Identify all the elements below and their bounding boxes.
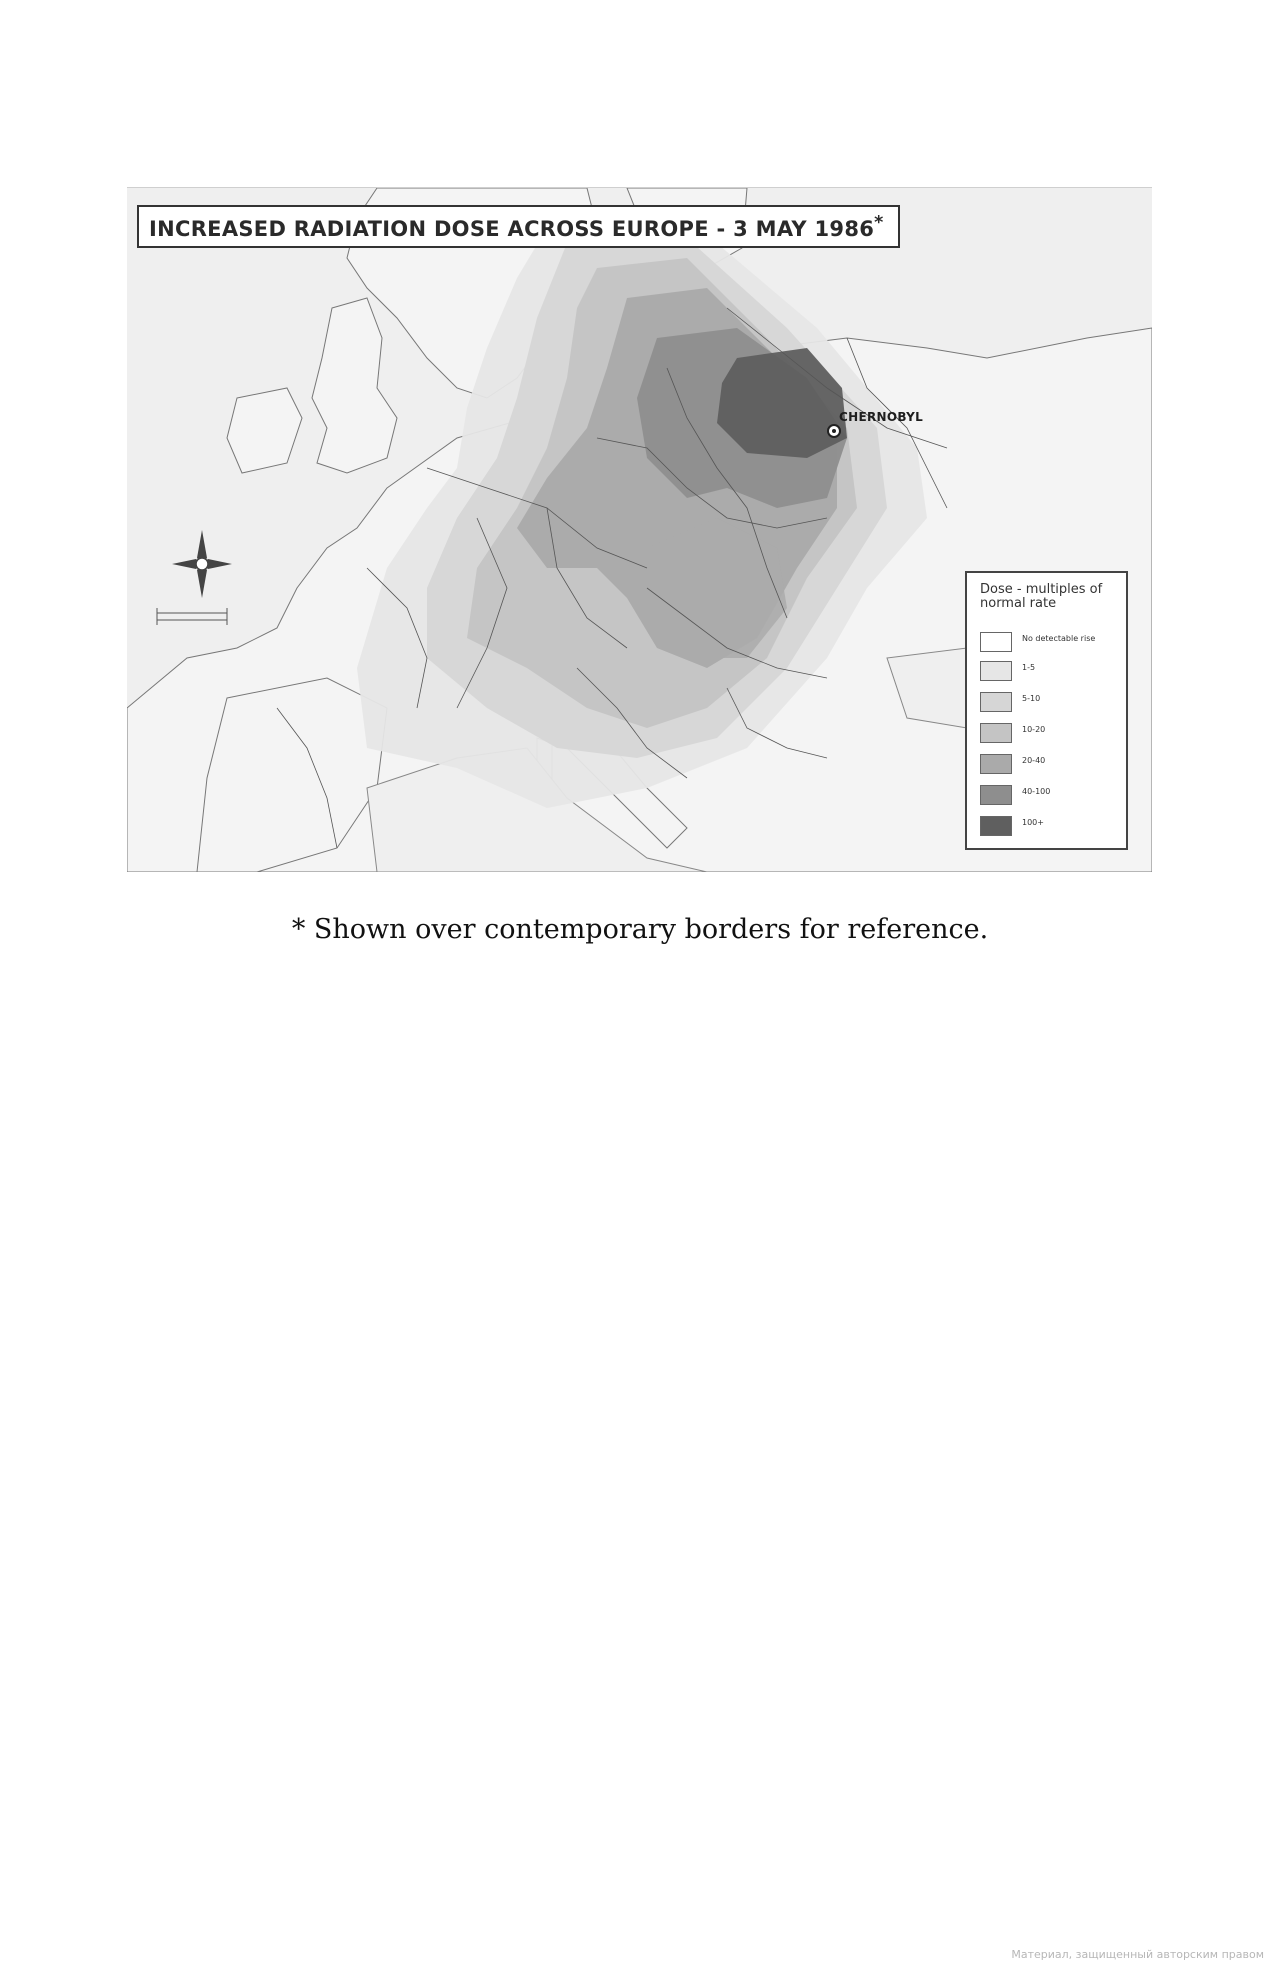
map-title-marker: * — [874, 213, 884, 233]
legend-label: 100+ — [1022, 818, 1044, 827]
map-caption: * Shown over contemporary borders for reference. — [291, 914, 989, 945]
legend-label: 5-10 — [1022, 694, 1041, 703]
legend-item-20-40 — [980, 754, 1125, 776]
map-legend — [965, 571, 1128, 850]
legend-label: 1-5 — [1022, 663, 1036, 672]
radiation-map — [127, 187, 1152, 872]
legend-item-5-10 — [980, 692, 1125, 714]
legend-label: 10-20 — [1022, 725, 1046, 734]
legend-label: 20-40 — [1022, 756, 1046, 765]
legend-swatch — [980, 632, 1012, 652]
legend-swatch — [980, 785, 1012, 805]
legend-title: Dose - multiples of normal rate — [980, 582, 1103, 611]
map-title — [137, 205, 900, 248]
legend-item-10-20 — [980, 723, 1125, 745]
chernobyl-marker-icon — [828, 425, 840, 437]
legend-swatch — [980, 661, 1012, 681]
legend-swatch — [980, 754, 1012, 774]
copyright-watermark: Материал, защищенный авторским правом — [1011, 1948, 1264, 1961]
legend-item-100-plus — [980, 816, 1125, 838]
legend-item-no-detectable-rise — [980, 632, 1125, 654]
legend-item-1-5 — [980, 661, 1125, 683]
map-title-text: INCREASED RADIATION DOSE ACROSS EUROPE - 3 MAY 1986 — [149, 217, 875, 241]
legend-label: 40-100 — [1022, 787, 1051, 796]
legend-swatch — [980, 816, 1012, 836]
legend-swatch — [980, 692, 1012, 712]
legend-label: No detectable rise — [1022, 634, 1096, 643]
legend-item-40-100 — [980, 785, 1125, 807]
legend-swatch — [980, 723, 1012, 743]
chernobyl-label: CHERNOBYL — [839, 410, 924, 424]
